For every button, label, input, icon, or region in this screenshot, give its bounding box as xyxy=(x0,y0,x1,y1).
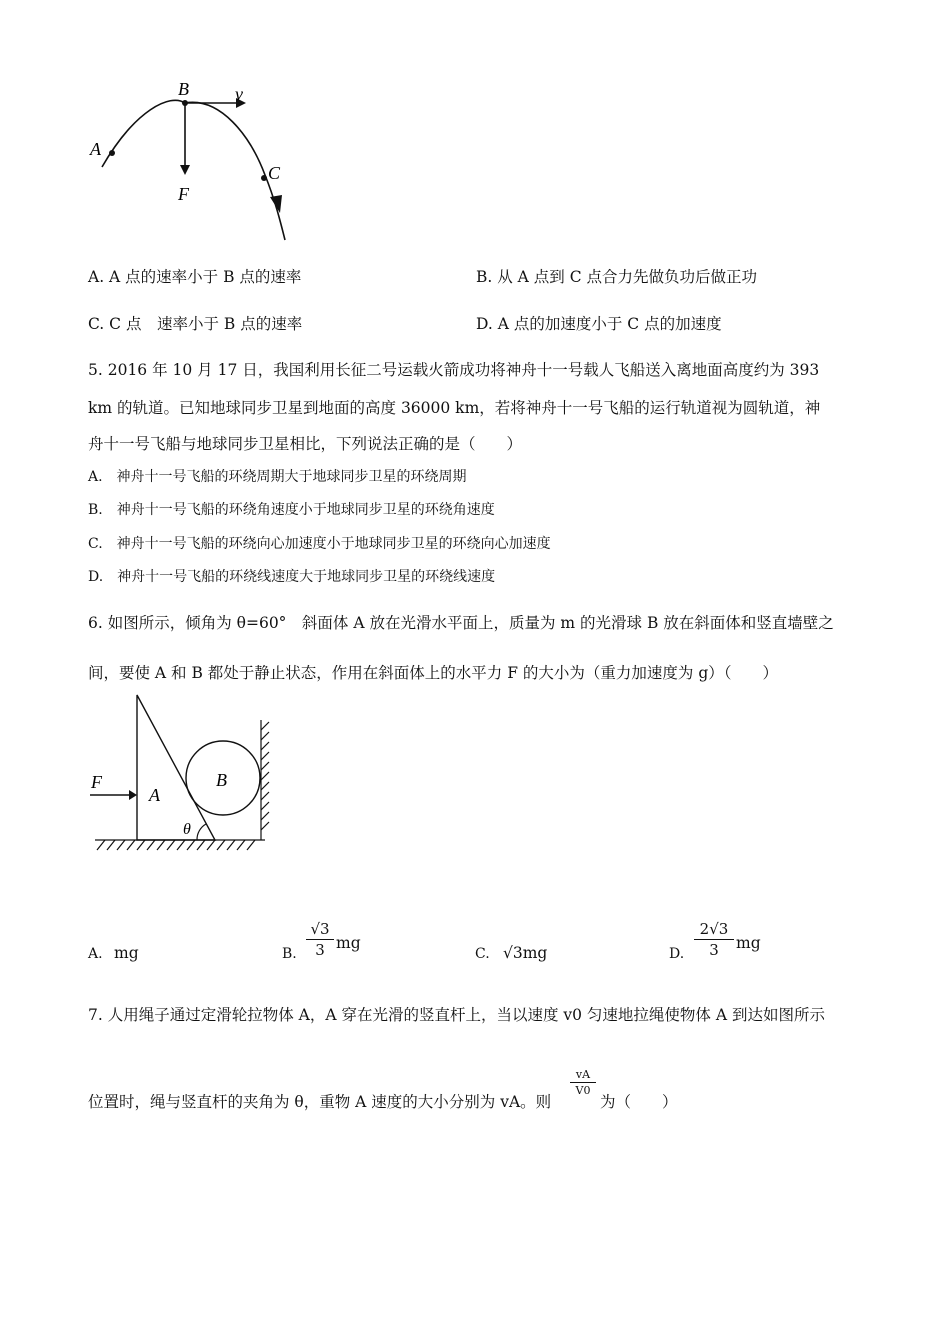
q4-option-c: C. C 点 速率小于 B 点的速率 xyxy=(88,315,303,333)
label-f: F xyxy=(91,772,102,792)
label-a: A xyxy=(90,139,101,159)
theta-arc xyxy=(197,824,206,840)
q5-option-c: C. 神舟十一号飞船的环绕向心加速度小于地球同步卫星的环绕向心加速度 xyxy=(88,536,551,552)
trajectory-figure xyxy=(80,75,310,245)
q6-stem-line-1: 6. 如图所示，倾角为 θ=60° 斜面体 A 放在光滑水平面上，质量为 m 的光滑球 B 放在斜面体和竖直墙壁之 xyxy=(88,614,834,632)
path-arrowhead xyxy=(270,195,282,213)
q5-stem-line-2: km 的轨道。已知地球同步卫星到地面的高度 36000 km，若将神舟十一号飞船的运行轨道视为圆轨道，神 xyxy=(88,399,821,417)
label-theta: θ xyxy=(183,821,191,838)
q4-option-b: B. 从 A 点到 C 点合力先做负功后做正功 xyxy=(476,268,758,286)
q4-option-a: A. A 点的速率小于 B 点的速率 xyxy=(88,268,302,286)
label-f: F xyxy=(178,184,189,204)
q6-option-b-letter: B. xyxy=(282,946,297,962)
q6-option-d-denominator: 3 xyxy=(709,941,719,959)
q6-option-c-letter: C. xyxy=(475,946,490,962)
q5-option-a: A. 神舟十一号飞船的环绕周期大于地球同步卫星的环绕周期 xyxy=(88,469,467,485)
q5-stem-line-3: 舟十一号飞船与地球同步卫星相比，下列说法正确的是（ ） xyxy=(88,435,523,453)
q7-stem-tail: 为（ ） xyxy=(600,1093,678,1111)
point-c xyxy=(261,175,267,181)
q6-option-b-denominator: 3 xyxy=(315,941,325,959)
label-a: A xyxy=(149,785,160,805)
trajectory-curve xyxy=(102,100,285,240)
label-b: B xyxy=(178,79,189,99)
q6-option-a-value: mg xyxy=(114,944,139,962)
point-a xyxy=(109,150,115,156)
label-c: C xyxy=(268,163,281,183)
q6-option-b-numerator: √3 xyxy=(310,920,330,938)
label-v: v xyxy=(235,84,243,104)
q6-option-b-tail: mg xyxy=(336,934,361,952)
q7-ratio-fraction xyxy=(570,1068,596,1097)
q5-option-d: D. 神舟十一号飞船的环绕线速度大于地球同步卫星的环绕线速度 xyxy=(88,569,496,585)
wall-hatching xyxy=(261,720,269,840)
q6-option-d-tail: mg xyxy=(736,934,761,952)
q6-option-c-value: √3mg xyxy=(503,944,548,962)
q6-option-a-letter: A. xyxy=(88,946,103,962)
q5-option-b: B. 神舟十一号飞船的环绕角速度小于地球同步卫星的环绕角速度 xyxy=(88,502,495,518)
q6-option-d-numerator: 2√3 xyxy=(699,920,729,938)
q6-option-b-fraction xyxy=(306,920,334,959)
force-arrowhead xyxy=(180,165,190,175)
q6-option-d-letter: D. xyxy=(669,946,685,962)
wedge-ball-figure xyxy=(85,690,285,860)
q7-ratio-denominator: V0 xyxy=(575,1084,591,1097)
wedge-a xyxy=(137,695,215,840)
q7-ratio-numerator: vA xyxy=(575,1068,591,1081)
q7-stem-line-2: 位置时，绳与竖直杆的夹角为 θ，重物 A 速度的大小分别为 vA。则 xyxy=(88,1093,552,1111)
q6-option-d-fraction xyxy=(694,920,734,959)
ground-hatching xyxy=(95,840,265,850)
q7-stem-line-1: 7. 人用绳子通过定滑轮拉物体 A，A 穿在光滑的竖直杆上，当以速度 v0 匀速地拉绳使物体 A 到达如图所示 xyxy=(88,1006,825,1024)
q4-option-d: D. A 点的加速度小于 C 点的加速度 xyxy=(476,315,722,333)
q5-stem-line-1: 5. 2016 年 10 月 17 日，我国利用长征二号运载火箭成功将神舟十一号载人飞船送入离地面高度约为 393 xyxy=(88,361,820,379)
label-b: B xyxy=(216,770,227,790)
force-f-arrowhead xyxy=(129,790,137,800)
q6-stem-line-2: 间，要使 A 和 B 都处于静止状态，作用在斜面体上的水平力 F 的大小为（重力加速度为 g）（ ） xyxy=(88,664,779,682)
